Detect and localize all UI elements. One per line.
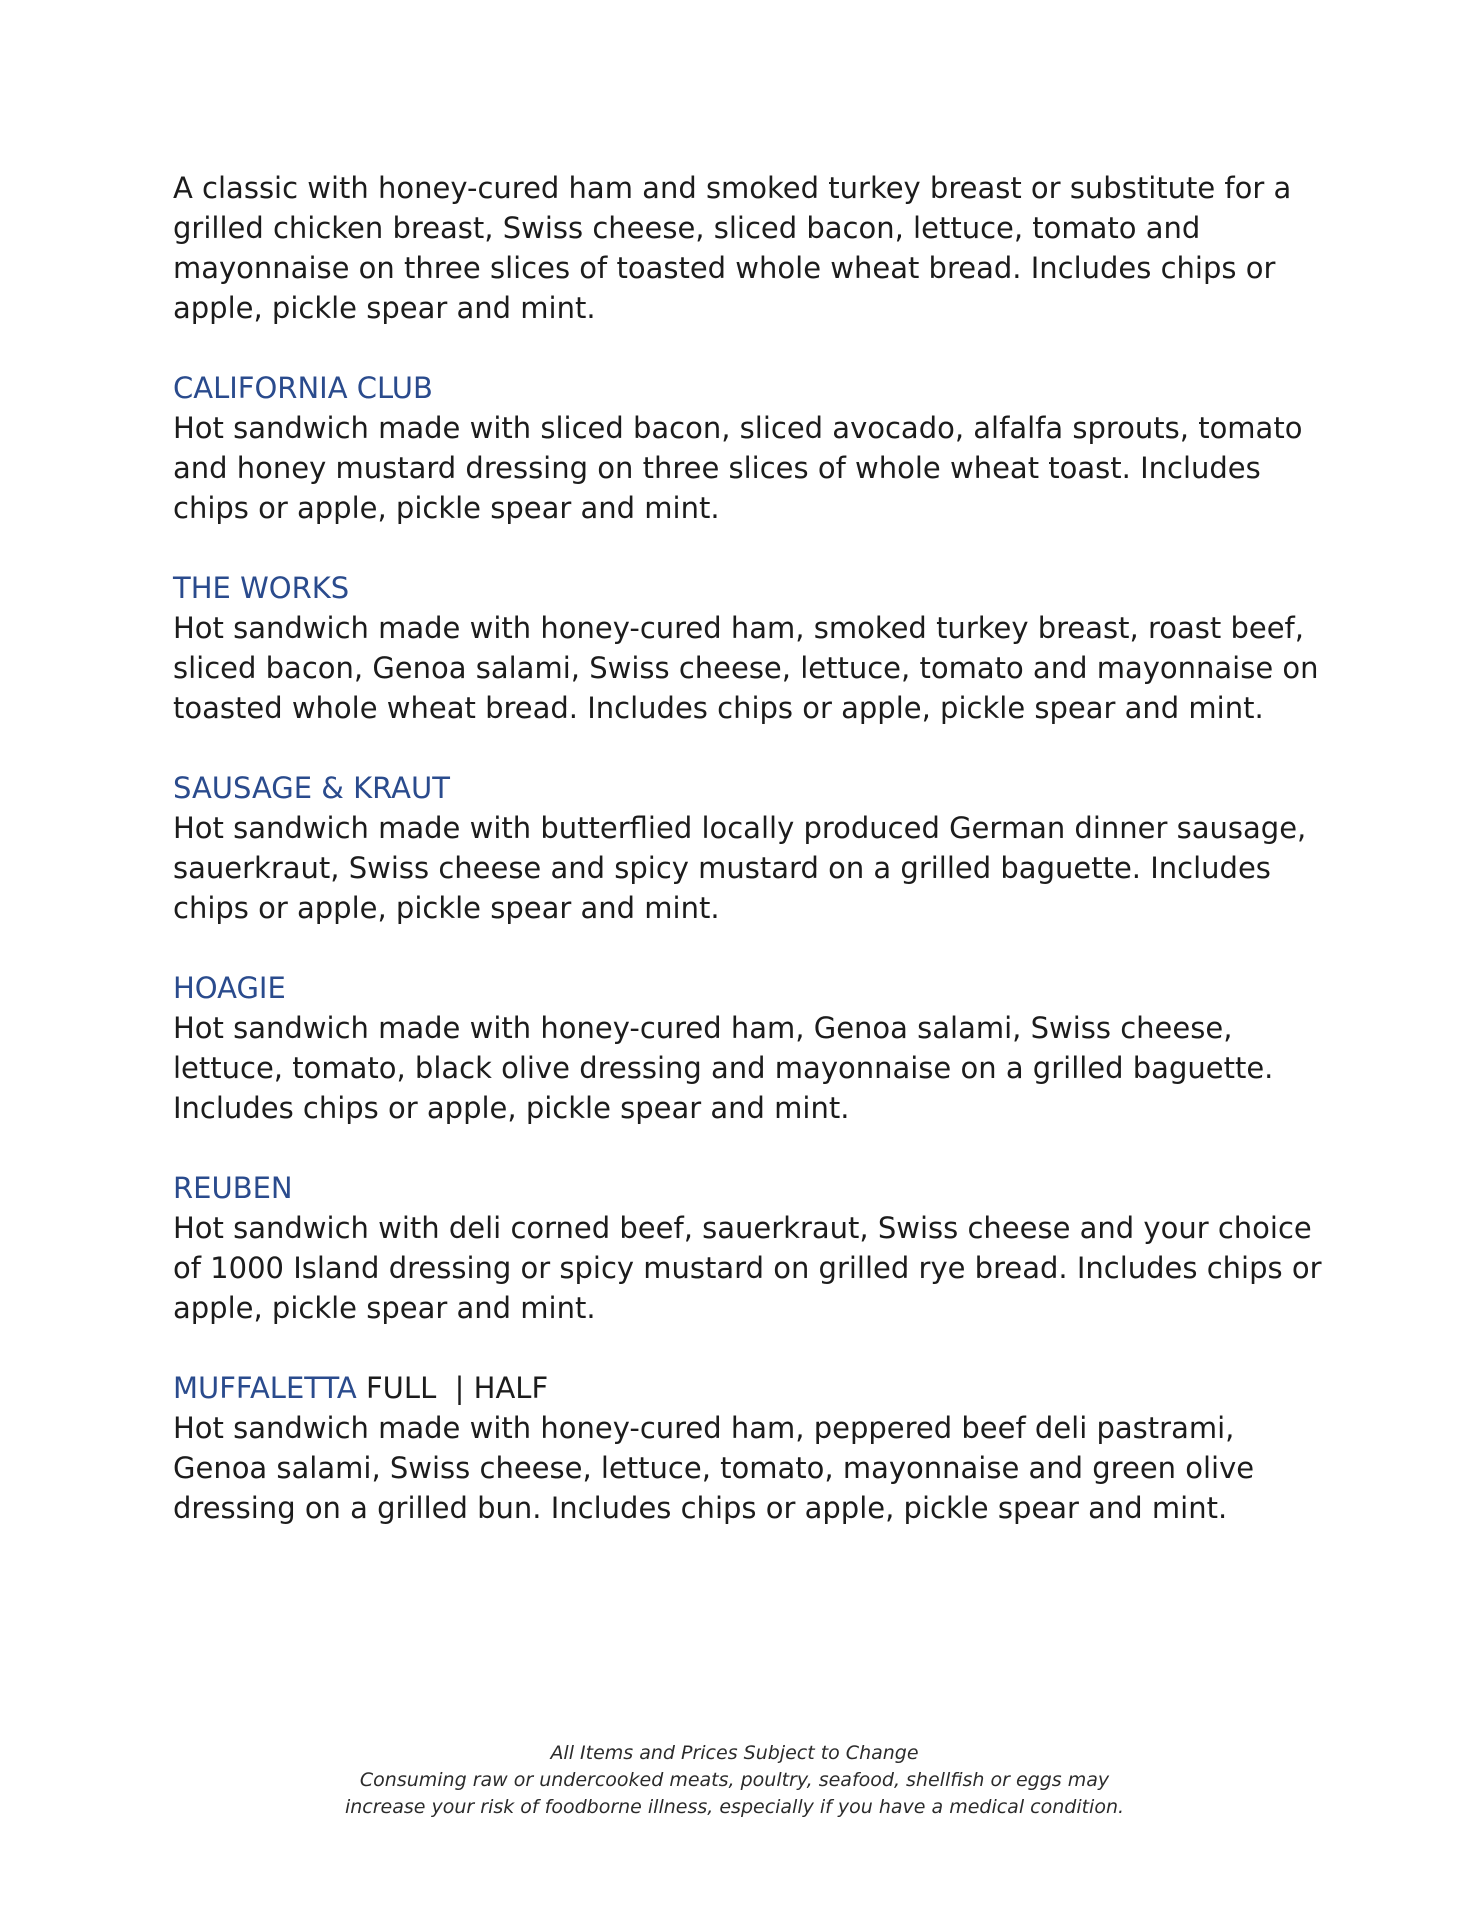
intro-description: A classic with honey-cured ham and smoked turkey breast or substitute for a grilled chicken breast, Swiss cheese, sliced bacon, lettuce, tomato and mayonnaise on three slices of toasted whole wheat bread. Includes chips or apple, pickle spear and mint. xyxy=(173,171,1292,325)
item-description: Hot sandwich made with honey-cured ham, peppered beef deli pastrami, Genoa salami, Swiss cheese, lettuce, tomato, mayonnaise and green olive dressing on a grilled bun. Includes chips or apple, pickle spear and mint. xyxy=(173,1411,1255,1525)
footer-line-prices: All Items and Prices Subject to Change xyxy=(550,1742,919,1764)
item-title: CALIFORNIA CLUB xyxy=(173,371,433,405)
menu-page xyxy=(173,168,1323,1568)
item-description: Hot sandwich made with butterflied locally produced German dinner sausage, sauerkraut, Swiss cheese and spicy mustard on a grilled baguette. Includes chips or apple, pickle spear and mint. xyxy=(173,811,1307,925)
item-title: MUFFALETTA xyxy=(173,1371,357,1405)
item-title: REUBEN xyxy=(173,1171,293,1205)
menu-item-reuben xyxy=(173,1168,1323,1328)
footer-line-warning-2: increase your risk of foodborne illness, especially if you have a medical condition. xyxy=(344,1796,1125,1818)
item-description: Hot sandwich made with sliced bacon, sliced avocado, alfalfa sprouts, tomato and honey mustard dressing on three slices of whole wheat toast. Includes chips or apple, pickle spear and mint. xyxy=(173,411,1303,525)
item-description: Hot sandwich with deli corned beef, sauerkraut, Swiss cheese and your choice of 1000 Island dressing or spicy mustard on grilled rye bread. Includes chips or apple, pickle spear and mint. xyxy=(173,1211,1322,1325)
menu-item-hoagie xyxy=(173,968,1323,1128)
menu-item-the-works xyxy=(173,568,1323,728)
footer-disclaimer xyxy=(0,1740,1469,1821)
item-title: THE WORKS xyxy=(173,571,350,605)
menu-item-california-club xyxy=(173,368,1323,528)
menu-item-sausage-kraut xyxy=(173,768,1323,928)
item-title: SAUSAGE & KRAUT xyxy=(173,771,450,805)
item-title: HOAGIE xyxy=(173,971,286,1005)
item-description: Hot sandwich made with honey-cured ham, Genoa salami, Swiss cheese, lettuce, tomato, black olive dressing and mayonnaise on a grilled baguette. Includes chips or apple, pickle spear and mint. xyxy=(173,1011,1274,1125)
item-description: Hot sandwich made with honey-cured ham, smoked turkey breast, roast beef, sliced bacon, Genoa salami, Swiss cheese, lettuce, tomato and mayonnaise on toasted whole wheat bread. Includes chips or apple, pickle spear and mint. xyxy=(173,611,1319,725)
menu-item-muffaletta xyxy=(173,1368,1323,1528)
footer-line-warning-1: Consuming raw or undercooked meats, poultry, seafood, shellfish or eggs may xyxy=(359,1769,1110,1791)
item-title-row xyxy=(173,1368,1323,1408)
item-size-options: FULL | HALF xyxy=(356,1371,549,1405)
